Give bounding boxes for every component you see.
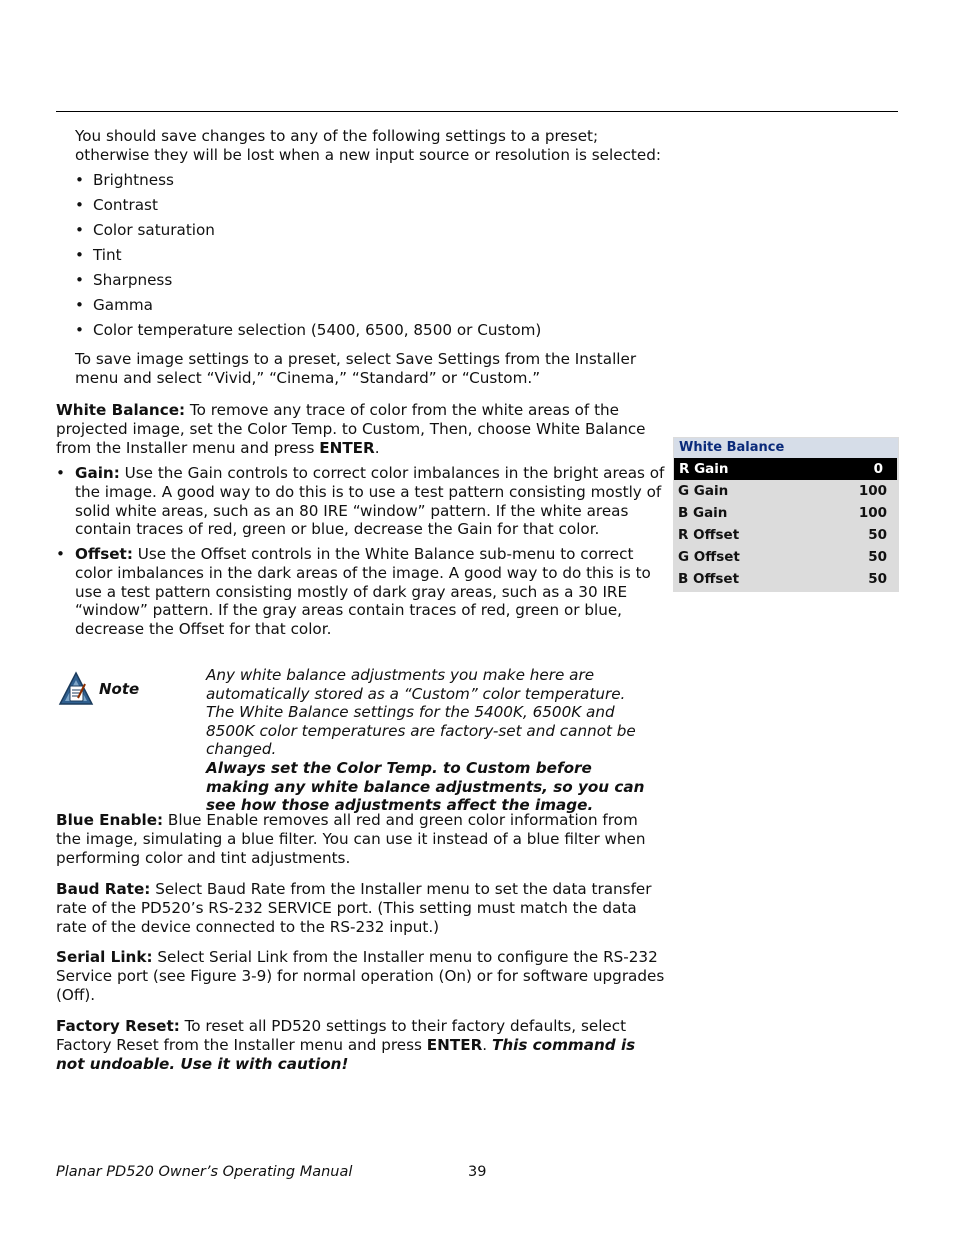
bullet-icon: • — [75, 196, 84, 214]
note-label: Note — [99, 680, 140, 698]
list-item: • Contrast — [75, 196, 158, 214]
bullet-icon: • — [56, 545, 65, 563]
list-item: • Gamma — [75, 296, 153, 314]
offset-bullet: • Offset: Use the Offset controls in the White Balance sub-menu to correct color imbalances in the dark areas of the image. A good way to do this is to use a test pattern consisting mostly of dark gray areas, such as a 30 IRE “window” pattern. If the gray areas contain traces of red, green or blue, decrease the Offset for that color. — [56, 545, 651, 639]
note-icon — [58, 671, 94, 707]
intro-paragraph: You should save changes to any of the following settings to a preset; otherwise they will be lost when a new input source or resolution is selected: — [75, 127, 661, 164]
menu-row-g-offset[interactable]: G Offset 50 — [678, 549, 887, 565]
white-balance-menu — [673, 437, 899, 592]
white-balance-term: White Balance: — [56, 401, 186, 419]
factory-reset-term: Factory Reset: — [56, 1017, 180, 1035]
menu-row-b-gain[interactable]: B Gain 100 — [678, 505, 887, 521]
bullet-icon: • — [75, 271, 84, 289]
bullet-icon: • — [56, 464, 65, 482]
bullet-icon: • — [75, 221, 84, 239]
gain-term: Gain: — [75, 464, 120, 482]
bullet-icon: • — [75, 321, 84, 339]
bullet-icon: • — [75, 171, 84, 189]
bullet-icon: • — [75, 296, 84, 314]
white-balance-paragraph: White Balance: To remove any trace of color from the white areas of the projected image, set the Color Temp. to Custom, Then, choose White Balance from the Installer menu and press ENTER. — [56, 401, 646, 457]
save-preset-paragraph: To save image settings to a preset, select Save Settings from the Installer menu and select “Vivid,” “Cinema,” “Standard” or “Custom.” — [75, 350, 637, 387]
note-text: Any white balance adjustments you make here are automatically stored as a “Custom” color temperature. The White Balance settings for the 5400K, 6500K and 8500K color temperatures are factory-set and cannot be changed. Always set the Color Temp. to Custom before making any white balance adjustments, so you can see how those adjustments affect the image. — [206, 666, 645, 815]
list-item: • Brightness — [75, 171, 174, 189]
enter-key-label: ENTER — [426, 1035, 483, 1054]
factory-reset-warning: This command is not undoable. Use it with caution! — [56, 1035, 636, 1073]
serial-link-term: Serial Link: — [56, 948, 153, 966]
bullet-icon: • — [75, 246, 84, 264]
menu-title: White Balance — [674, 438, 898, 458]
menu-row-g-gain[interactable]: G Gain 100 — [678, 483, 887, 499]
menu-row-r-gain[interactable]: R Gain 0 — [674, 458, 897, 480]
preset-settings-list — [75, 170, 541, 345]
serial-link-paragraph: Serial Link: Select Serial Link from the Installer menu to configure the RS-232 Service port (see Figure 3-9) for normal operation (On) or for software upgrades (Off). — [56, 948, 665, 1004]
enter-key-label: ENTER — [319, 438, 375, 457]
note-warning: Always set the Color Temp. to Custom before making any white balance adjustments, so you can see how those adjustments affect the image. — [206, 758, 645, 815]
menu-row-b-offset[interactable]: B Offset 50 — [678, 571, 887, 587]
footer-manual-title: Planar PD520 Owner’s Operating Manual — [56, 1164, 353, 1180]
gain-bullet: • Gain: Use the Gain controls to correct color imbalances in the bright areas of the image. A good way to do this is to use a test pattern consisting mostly of solid white areas, such as an 80 IRE “window” pattern. If the white areas contain traces of red, green or blue, decrease the Gain for that color. — [56, 464, 665, 539]
list-item: • Color temperature selection (5400, 6500, 8500 or Custom) — [75, 321, 542, 339]
baud-rate-paragraph: Baud Rate: Select Baud Rate from the Installer menu to set the data transfer rate of the PD520’s RS-232 SERVICE port. (This setting must match the data rate of the device connected to the RS-232 input.) — [56, 880, 652, 936]
factory-reset-paragraph: Factory Reset: To reset all PD520 settings to their factory defaults, select Factory Reset from the Installer menu and press ENTER. This command is not undoable. Use it with caution! — [56, 1017, 636, 1073]
footer-page-number: 39 — [468, 1164, 487, 1180]
header-rule — [56, 111, 898, 112]
blue-enable-term: Blue Enable: — [56, 811, 164, 829]
menu-row-r-offset[interactable]: R Offset 50 — [678, 527, 887, 543]
baud-rate-term: Baud Rate: — [56, 880, 151, 898]
list-item: • Tint — [75, 246, 122, 264]
offset-term: Offset: — [75, 545, 133, 563]
list-item: • Color saturation — [75, 221, 215, 239]
blue-enable-paragraph: Blue Enable: Blue Enable removes all red and green color information from the image, simulating a blue filter. You can use it instead of a blue filter when performing color and tint adjustments. — [56, 811, 646, 867]
list-item: • Sharpness — [75, 271, 173, 289]
